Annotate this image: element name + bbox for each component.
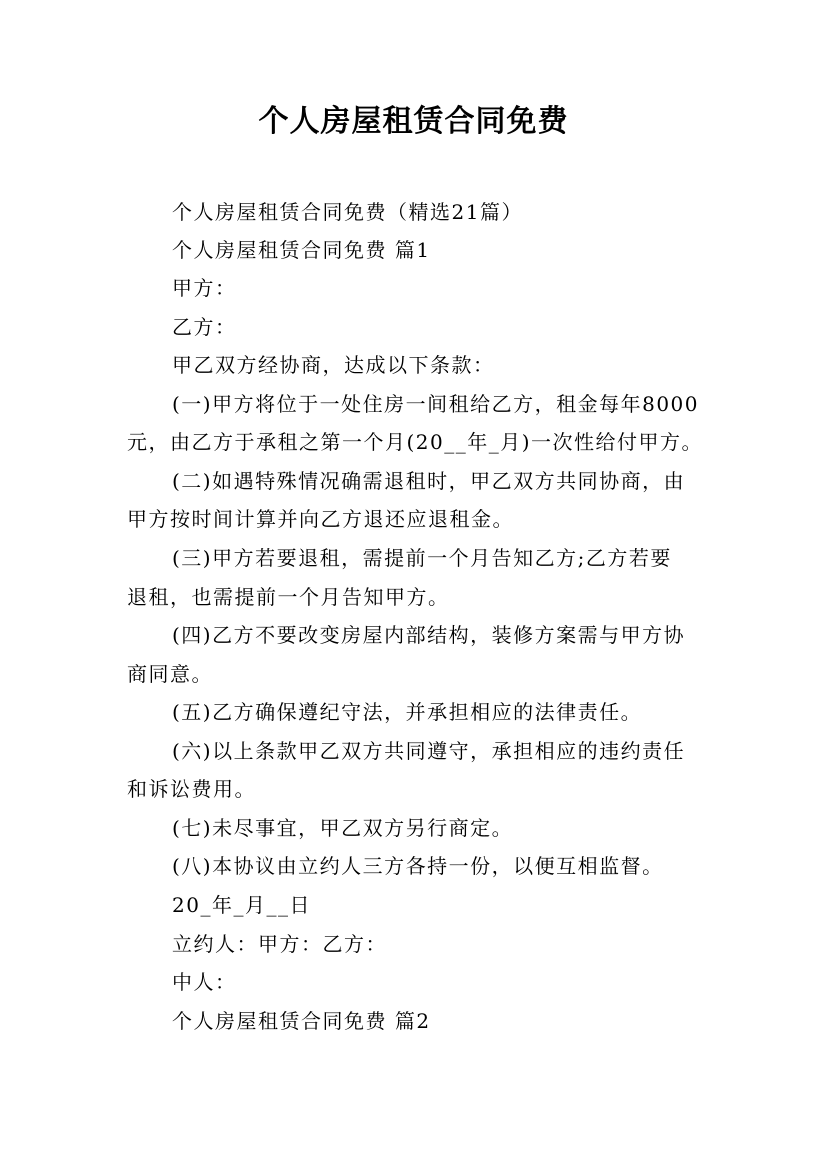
clause-2-line-1: (二)如遇特殊情况确需退租时，甲乙双方共同协商，由 <box>172 469 686 493</box>
clause-3-line-2: 退租，也需提前一个月告知甲方。 <box>127 585 450 609</box>
date-line: 20_年_月__日 <box>172 893 311 917</box>
intro-paragraph: 甲乙双方经协商，达成以下条款： <box>172 353 495 377</box>
section-heading-1: 个人房屋租赁合同免费 篇1 <box>172 238 431 262</box>
clause-1-line-1: (一)甲方将位于一处住房一间租给乙方，租金每年8000 <box>172 392 700 416</box>
document-title: 个人房屋租赁合同免费 <box>258 104 569 139</box>
signatories-line: 立约人：甲方：乙方： <box>172 932 387 956</box>
clause-6-line-2: 和诉讼费用。 <box>127 777 256 801</box>
section-heading-2: 个人房屋租赁合同免费 篇2 <box>172 1009 431 1033</box>
clause-1-line-2: 元，由乙方于承租之第一个月(20__年_月)一次性给付甲方。 <box>127 430 704 454</box>
clause-7: (七)未尽事宜，甲乙双方另行商定。 <box>172 816 514 840</box>
party-a-line: 甲方： <box>172 276 237 300</box>
clause-8: (八)本协议由立约人三方各持一份，以便互相监督。 <box>172 854 664 878</box>
clause-5: (五)乙方确保遵纪守法，并承担相应的法律责任。 <box>172 700 643 724</box>
clause-4-line-2: 商同意。 <box>127 662 213 686</box>
clause-4-line-1: (四)乙方不要改变房屋内部结构，装修方案需与甲方协 <box>172 623 686 647</box>
clause-2-line-2: 甲方按时间计算并向乙方退还应退租金。 <box>127 507 514 531</box>
intermediary-line: 中人： <box>172 970 237 994</box>
clause-3-line-1: (三)甲方若要退租，需提前一个月告知乙方;乙方若要 <box>172 546 672 570</box>
party-b-line: 乙方： <box>172 315 237 339</box>
subtitle-selection: 个人房屋租赁合同免费（精选21篇） <box>172 200 523 224</box>
clause-6-line-1: (六)以上条款甲乙双方共同遵守，承担相应的违约责任 <box>172 739 686 763</box>
